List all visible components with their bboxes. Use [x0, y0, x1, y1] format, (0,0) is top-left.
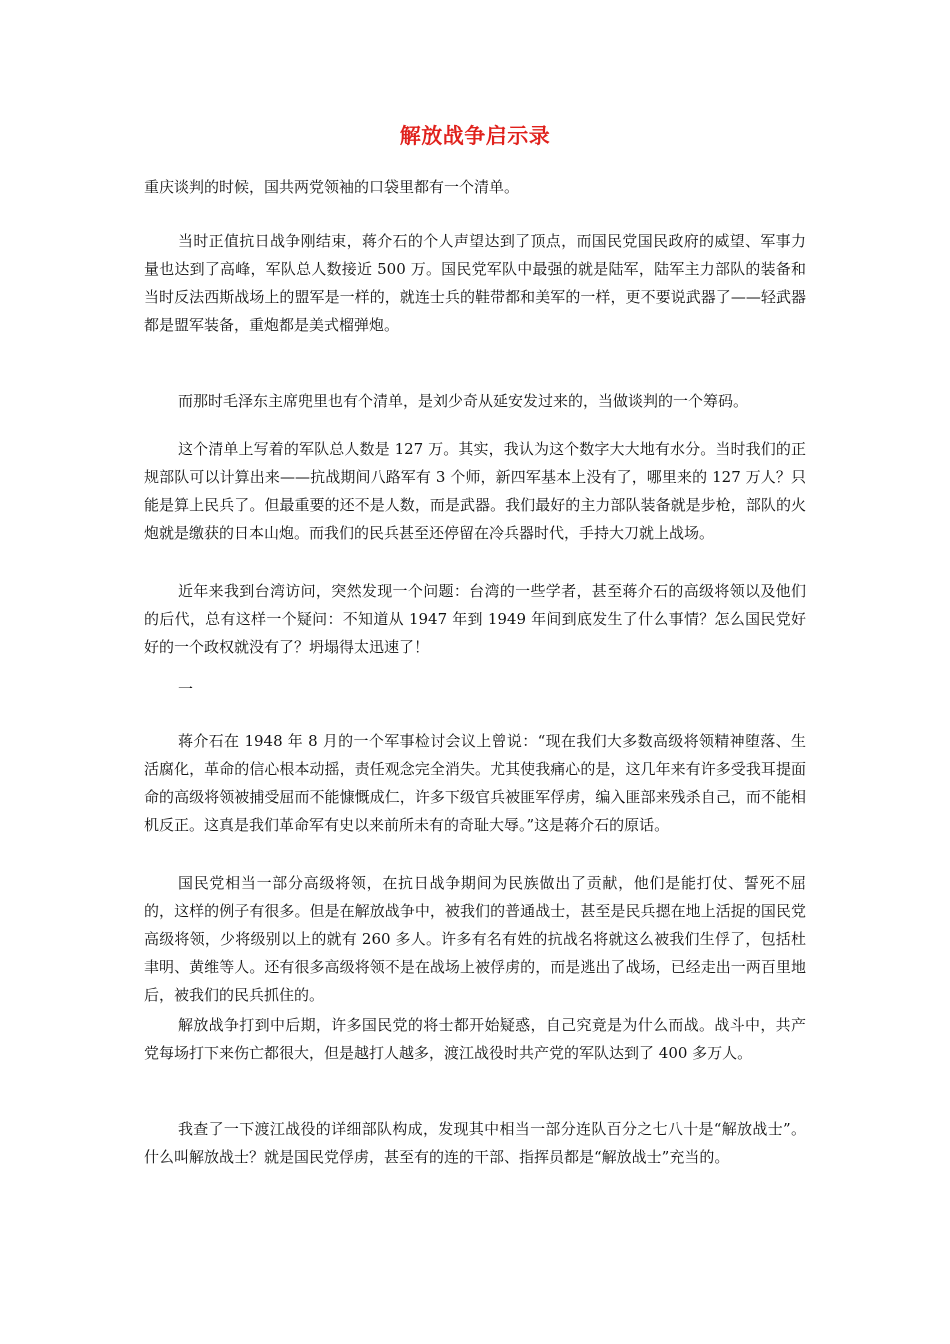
paragraph-7: 国民党相当一部分高级将领，在抗日战争期间为民族做出了贡献，他们是能打仗、誓死不屈的，这样的例子有很多。但是在解放战争中，被我们的普通战士，甚至是民兵摁在地上活捉的国民党高级将领，少将级别以上的就有 260 多人。许多有名有姓的抗战名将就这么被我们生俘了，包括杜聿明、黄维等人。还有很多高级将领不是在战场上被俘虏的，而是逃出了战场，已经走出一两百里地后，被我们的民兵抓住的。 — [144, 874, 806, 1004]
paragraph-5: 近年来我到台湾访问，突然发现一个问题：台湾的一些学者，甚至蒋介石的高级将领以及他们的后代，总有这样一个疑问：不知道从 1947 年到 1949 年间到底发生了什么事情？怎么国民党好好的一个政权就没有了？坍塌得太迅速了！ — [144, 582, 806, 656]
document-title: 解放战争启示录 — [399, 124, 551, 148]
paragraph-8: 解放战争打到中后期，许多国民党的将士都开始疑惑，自己究竟是为什么而战。战斗中，共产党每场打下来伤亡都很大，但是越打人越多，渡江战役时共产党的军队达到了 400 多万人。 — [144, 1016, 806, 1062]
paragraph-6: 蒋介石在 1948 年 8 月的一个军事检讨会议上曾说：“现在我们大多数高级将领精神堕落、生活腐化，革命的信心根本动摇，责任观念完全消失。尤其使我痛心的是，这几年来有许多受我耳提面命的高级将领被捕受屈而不能慷慨成仁，许多下级官兵被匪军俘虏，编入匪部来残杀自己，而不能相机反正。这真是我们革命军有史以来前所未有的奇耻大辱。”这是蒋介石的原话。 — [144, 732, 806, 834]
paragraph-9: 我查了一下渡江战役的详细部队构成，发现其中相当一部分连队百分之七八十是“解放战士”。什么叫解放战士？就是国民党俘虏，甚至有的连的干部、指挥员都是“解放战士”充当的。 — [144, 1120, 806, 1166]
paragraph-2: 当时正值抗日战争刚结束，蒋介石的个人声望达到了顶点，而国民党国民政府的威望、军事力量也达到了高峰，军队总人数接近 500 万。国民党军队中最强的就是陆军，陆军主力部队的装备和当时反法西斯战场上的盟军是一样的，就连士兵的鞋带都和美军的一样，更不要说武器了——轻武器都是盟军装备，重炮都是美式榴弹炮。 — [144, 232, 806, 334]
paragraph-1: 重庆谈判的时候，国共两党领袖的口袋里都有一个清单。 — [144, 178, 520, 196]
section-marker: 一 — [178, 680, 194, 698]
paragraph-3: 而那时毛泽东主席兜里也有个清单，是刘少奇从延安发过来的，当做谈判的一个筹码。 — [178, 392, 749, 410]
paragraph-4: 这个清单上写着的军队总人数是 127 万。其实，我认为这个数字大大地有水分。当时我们的正规部队可以计算出来——抗战期间八路军有 3 个师，新四军基本上没有了，哪里来的 127 万人？只能是算上民兵了。但最重要的还不是人数，而是武器。我们最好的主力部队装备就是步枪，部队的火炮就是缴获的日本山炮。而我们的民兵甚至还停留在冷兵器时代，手持大刀就上战场。 — [144, 440, 806, 542]
